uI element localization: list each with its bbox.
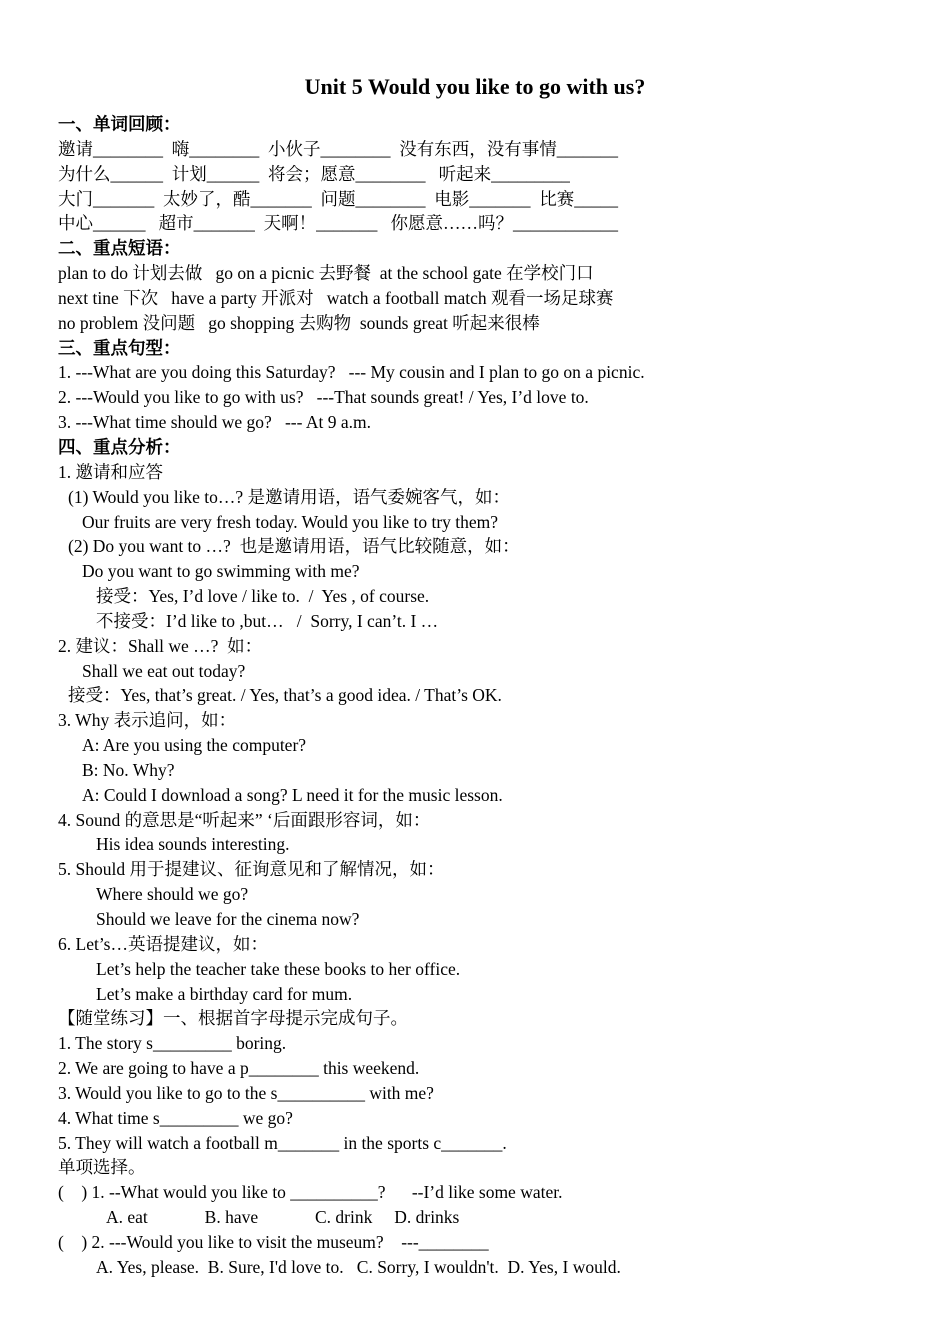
page-title: Unit 5 Would you like to go with us?: [304, 74, 646, 99]
choice-question: ( ) 2. ---Would you like to visit the museum? ---________: [58, 1231, 489, 1252]
section-heading-practice: 【随堂练习】一、根据首字母提示完成句子。: [58, 1008, 408, 1029]
fill-in-question: 1. The story s_________ boring.: [58, 1033, 287, 1054]
example-line: Let’s help the teacher take these books to her office.: [96, 958, 461, 979]
example-line: 接受：Yes, that’s great. / Yes, that’s a good idea. / That’s OK.: [68, 685, 502, 706]
phrase-line: plan to do 计划去做 go on a picnic 去野餐 at the school gate 在学校门口: [58, 263, 594, 284]
analysis-line: 6. Let’s…英语提建议，如：: [58, 933, 268, 954]
example-line: Do you want to go swimming with me?: [82, 561, 360, 582]
choice-options: A. Yes, please. B. Sure, I'd love to. C. Sorry, I wouldn't. D. Yes, I would.: [96, 1256, 621, 1277]
example-line: 不接受：I’d like to ,but… / Sorry, I can’t. I …: [96, 610, 439, 631]
vocab-line: 大门_______ 太妙了，酷_______ 问题________ 电影_______ 比赛_____: [58, 188, 618, 209]
analysis-line: 5. Should 用于提建议、征询意见和了解情况，如：: [58, 859, 445, 880]
example-line: B: No. Why?: [82, 759, 175, 780]
choice-options: A. eat B. have C. drink D. drinks: [106, 1207, 460, 1228]
fill-in-question: 5. They will watch a football m_______ in the sports c_______.: [58, 1132, 507, 1153]
example-line: Let’s make a birthday card for mum.: [96, 983, 353, 1004]
example-line: Where should we go?: [96, 884, 249, 905]
analysis-line: (2) Do you want to …? 也是邀请用语，语气比较随意，如：: [68, 536, 520, 557]
fill-in-question: 2. We are going to have a p________ this weekend.: [58, 1058, 420, 1079]
section-heading-analysis: 四、重点分析：: [58, 436, 181, 457]
choice-question: ( ) 1. --What would you like to __________? --I’d like some water.: [58, 1182, 563, 1203]
analysis-line: 4. Sound 的意思是“听起来” ‘后面跟形容词，如：: [58, 809, 431, 830]
sentence-line: 2. ---Would you like to go with us? ---That sounds great! / Yes, I’d love to.: [58, 387, 589, 408]
sentence-line: 1. ---What are you doing this Saturday? --- My cousin and I plan to go on a picnic.: [58, 362, 645, 383]
analysis-line: 1. 邀请和应答: [58, 461, 163, 482]
analysis-line: (1) Would you like to…? 是邀请用语，语气委婉客气，如：: [68, 486, 511, 507]
example-line: His idea sounds interesting.: [96, 834, 290, 855]
example-line: Our fruits are very fresh today. Would you like to try them?: [82, 511, 499, 532]
phrase-line: next tine 下次 have a party 开派对 watch a football match 观看一场足球赛: [58, 287, 614, 308]
analysis-line: 2. 建议：Shall we …? 如：: [58, 635, 263, 656]
fill-in-question: 3. Would you like to go to the s__________ with me?: [58, 1082, 434, 1103]
example-line: Should we leave for the cinema now?: [96, 909, 360, 929]
vocab-line: 为什么______ 计划______ 将会；愿意________ 听起来_________: [58, 163, 570, 184]
section-heading-sentences: 三、重点句型：: [58, 337, 181, 358]
example-line: A: Could I download a song? L need it for the music lesson.: [82, 784, 503, 805]
analysis-line: 3. Why 表示追问，如：: [58, 710, 237, 731]
vocab-line: 邀请________ 嗨________ 小伙子________ 没有东西，没有事情_______: [58, 138, 618, 159]
section-heading-multiple-choice: 单项选择。: [58, 1157, 146, 1178]
example-line: A: Are you using the computer?: [82, 735, 307, 756]
example-line: Shall we eat out today?: [82, 660, 246, 681]
example-line: 接受：Yes, I’d love / like to. / Yes , of course.: [96, 586, 430, 607]
vocab-line: 中心______ 超市_______ 天啊！_______ 你愿意……吗？____________: [58, 213, 618, 234]
section-heading-phrases: 二、重点短语：: [58, 238, 181, 259]
section-heading-vocabulary: 一、单词回顾：: [58, 114, 181, 134]
worksheet-content: [58, 112, 918, 1280]
sentence-line: 3. ---What time should we go? --- At 9 a.m.: [58, 412, 371, 433]
phrase-line: no problem 没问题 go shopping 去购物 sounds great 听起来很棒: [58, 312, 540, 333]
fill-in-question: 4. What time s_________ we go?: [58, 1107, 293, 1128]
